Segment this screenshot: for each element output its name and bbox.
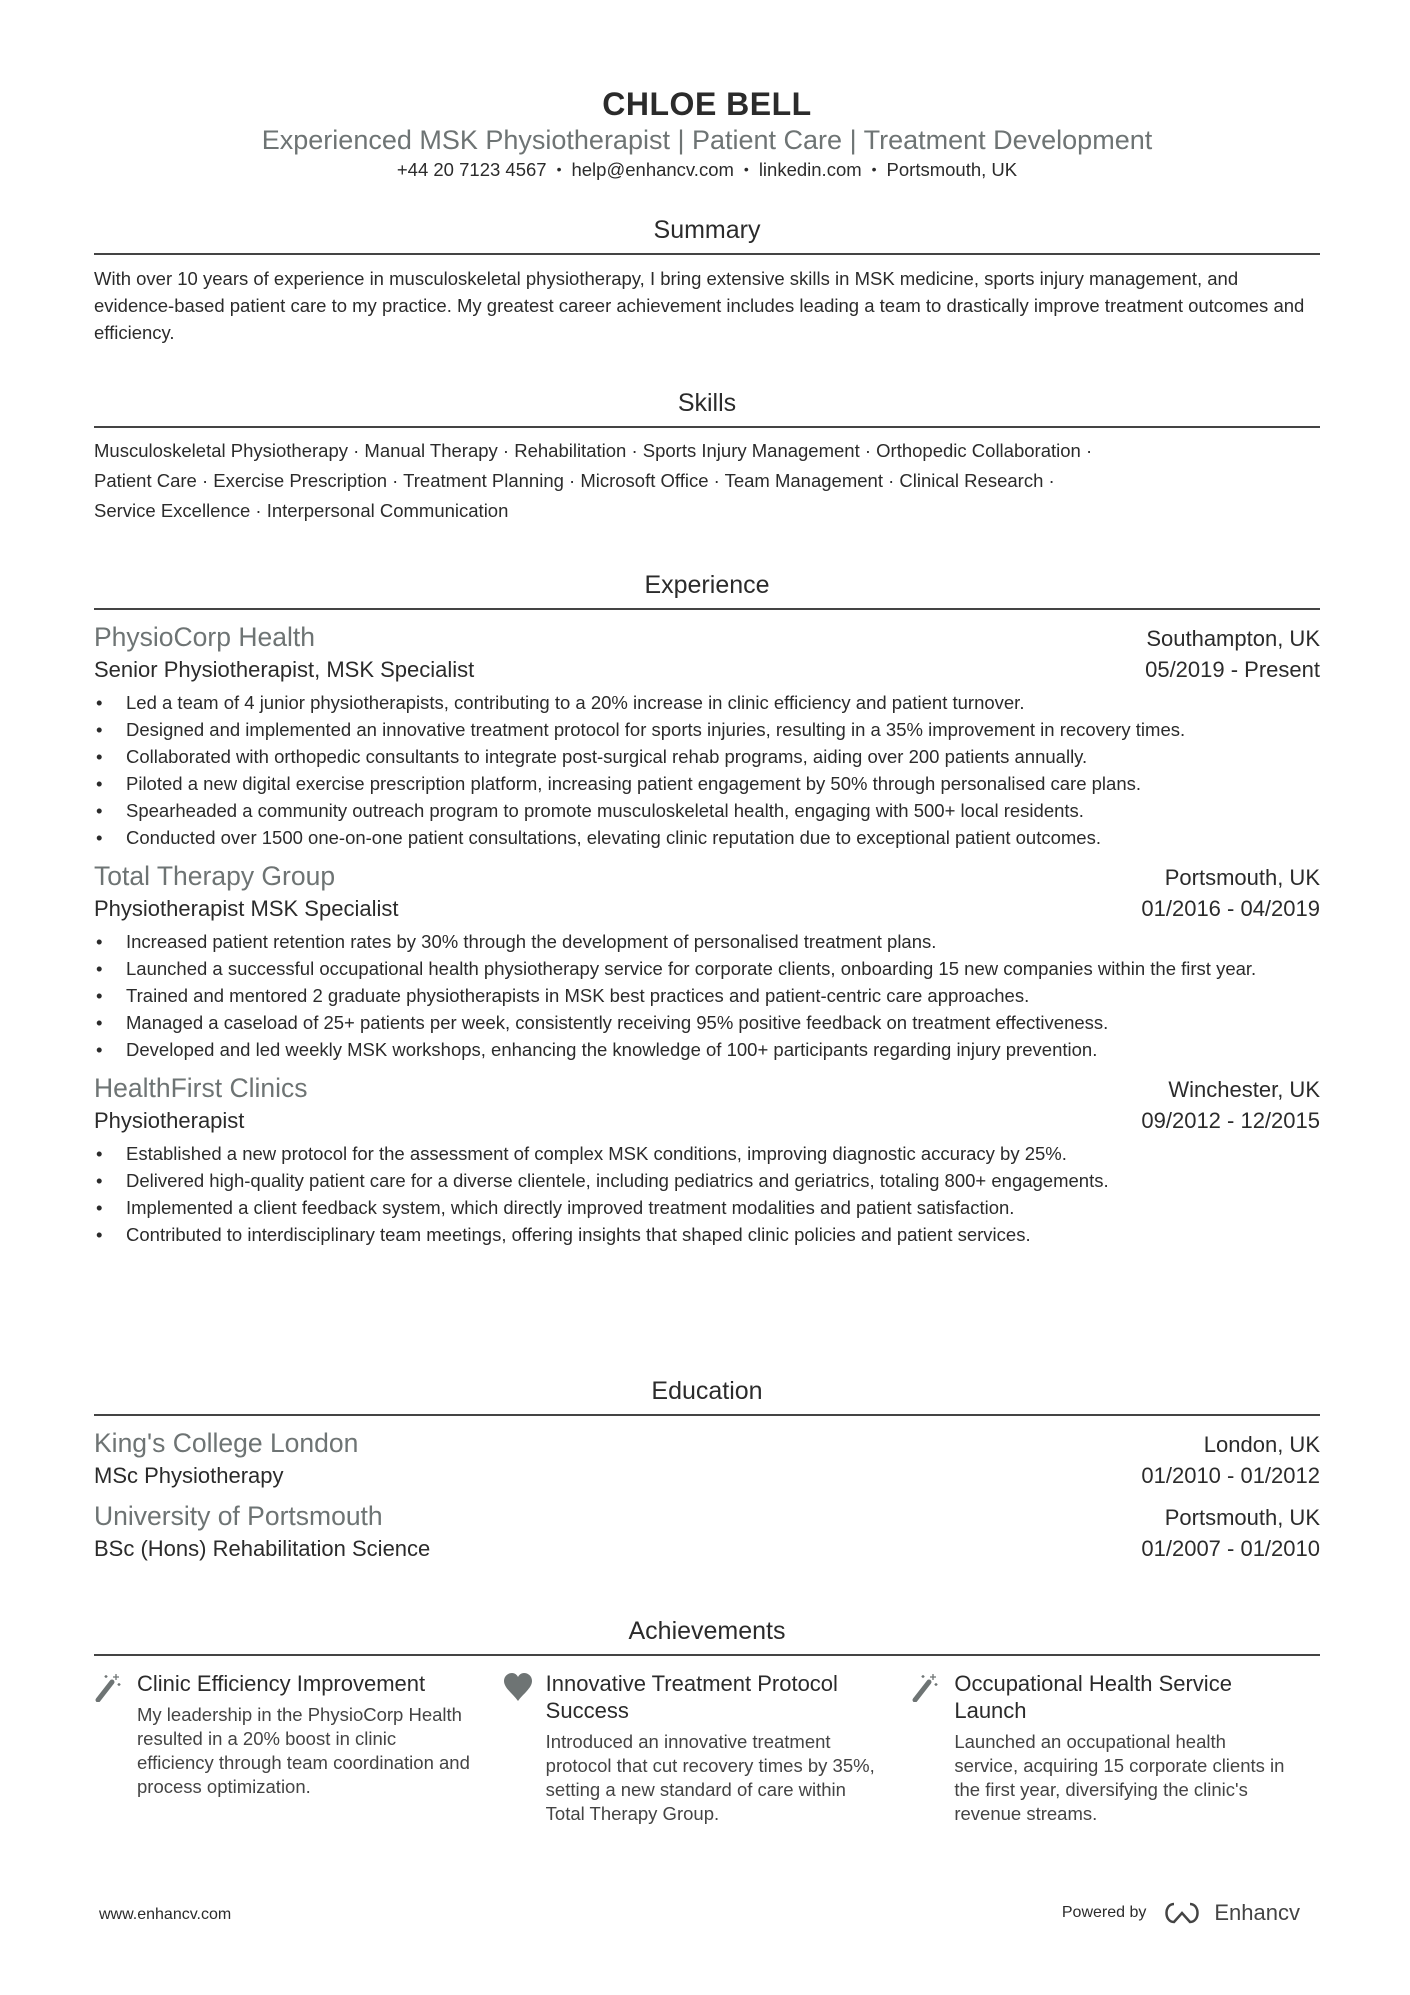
skills-line: Musculoskeletal Physiotherapy · Manual Therapy · Rehabilitation · Sports Injury Management · Orthopedic Collaboration · bbox=[94, 440, 1093, 461]
footer-branding bbox=[1062, 1900, 1300, 1926]
skills-line: Patient Care · Exercise Prescription · Treatment Planning · Microsoft Office · Team Management · Clinical Research · bbox=[94, 470, 1055, 491]
bullet-item: • Managed a caseload of 25+ patients per week, consistently receiving 95% positive feedback on treatment effectiveness. bbox=[94, 1009, 1320, 1036]
section-title: Summary bbox=[94, 216, 1320, 255]
education-entry bbox=[94, 1428, 1320, 1493]
experience-entry bbox=[94, 622, 1320, 851]
bullet-item: • Developed and led weekly MSK workshops, enhancing the knowledge of 100+ participants regarding injury prevention. bbox=[94, 1036, 1320, 1063]
job-dates: 05/2019 - Present bbox=[1145, 657, 1320, 682]
bullet-item: • Piloted a new digital exercise prescription platform, increasing patient engagement by 50% through personalised care plans. bbox=[94, 770, 1320, 797]
bullet-item: • Collaborated with orthopedic consultants to integrate post-surgical rehab programs, aiding over 200 patients annually. bbox=[94, 743, 1320, 770]
school-location: Portsmouth, UK bbox=[1164, 1505, 1320, 1530]
achievement-item bbox=[503, 1670, 912, 1826]
education-section bbox=[94, 1377, 1320, 1566]
achievement-item bbox=[94, 1670, 503, 1826]
achievement-description: Introduced an innovative treatment protocol that cut recovery times by 35%, setting a new standard of care within Total Therapy Group. bbox=[545, 1731, 875, 1824]
summary-section bbox=[94, 216, 1320, 346]
bullet-item: • Contributed to interdisciplinary team meetings, offering insights that shaped clinic policies and patient services. bbox=[94, 1221, 1320, 1248]
experience-section bbox=[94, 571, 1320, 1248]
job-location: Southampton, UK bbox=[1146, 626, 1320, 651]
achievement-description: My leadership in the PhysioCorp Health resulted in a 20% boost in clinic efficiency through team coordination and process optimization. bbox=[137, 1704, 470, 1797]
bullet-item: • Conducted over 1500 one-on-one patient consultations, elevating clinic reputation due to exceptional patient outcomes. bbox=[94, 824, 1320, 851]
achievement-title: Innovative Treatment Protocol Success bbox=[545, 1671, 838, 1723]
bullet-item: • Spearheaded a community outreach program to promote musculoskeletal health, engaging with 500+ local residents. bbox=[94, 797, 1320, 824]
job-title: Physiotherapist MSK Specialist bbox=[94, 896, 399, 921]
skills-list bbox=[94, 436, 1320, 526]
candidate-name: CHLOE BELL bbox=[602, 86, 812, 122]
degree: BSc (Hons) Rehabilitation Science bbox=[94, 1536, 431, 1561]
education-entry bbox=[94, 1501, 1320, 1566]
achievement-title: Occupational Health Service Launch bbox=[954, 1671, 1232, 1723]
summary-text: With over 10 years of experience in musculoskeletal physiotherapy, I bring extensive skills in MSK medicine, sports injury management, and evidence-based patient care to my practice. My greatest career achievement includes leading a team to drastically improve treatment outcomes and efficiency. bbox=[94, 268, 1305, 343]
headline: Experienced MSK Physiotherapist | Patient Care | Treatment Development bbox=[261, 125, 1153, 155]
achievements-section bbox=[94, 1617, 1320, 1826]
bullet-item: • Designed and implemented an innovative treatment protocol for sports injuries, resulting in a 35% improvement in recovery times. bbox=[94, 716, 1320, 743]
school-name: King's College London bbox=[94, 1428, 359, 1458]
job-location: Portsmouth, UK bbox=[1164, 865, 1320, 890]
bullet-item: • Led a team of 4 junior physiotherapists, contributing to a 20% increase in clinic efficiency and patient turnover. bbox=[94, 689, 1320, 716]
achievement-item bbox=[911, 1670, 1320, 1826]
experience-entry bbox=[94, 1073, 1320, 1248]
degree: MSc Physiotherapy bbox=[94, 1463, 284, 1488]
section-title: Skills bbox=[94, 389, 1320, 428]
bullet-item: • Launched a successful occupational health physiotherapy service for corporate clients, onboarding 15 new companies within the first year. bbox=[94, 955, 1320, 982]
job-title: Senior Physiotherapist, MSK Specialist bbox=[94, 657, 475, 682]
enhancv-brand: Enhancv bbox=[1214, 1900, 1300, 1925]
powered-by: Powered by bbox=[1061, 1904, 1147, 1921]
achievement-title: Clinic Efficiency Improvement bbox=[137, 1671, 426, 1696]
bullet-item: • Established a new protocol for the assessment of complex MSK conditions, improving diagnostic accuracy by 25%. bbox=[94, 1140, 1320, 1167]
bullet-item: • Implemented a client feedback system, which directly improved treatment modalities and patient satisfaction. bbox=[94, 1194, 1320, 1221]
experience-entry bbox=[94, 861, 1320, 1063]
education-dates: 01/2007 - 01/2010 bbox=[1141, 1536, 1320, 1561]
job-title: Physiotherapist bbox=[94, 1108, 245, 1133]
location: Portsmouth, UK bbox=[886, 159, 1018, 180]
magic-wand-icon bbox=[94, 1670, 137, 1826]
section-title: Achievements bbox=[94, 1617, 1320, 1656]
job-dates: 01/2016 - 04/2019 bbox=[1141, 896, 1320, 921]
bullet-item: • Increased patient retention rates by 30% through the development of personalised treatment plans. bbox=[94, 928, 1320, 955]
enhancv-logo-icon bbox=[1160, 1900, 1206, 1926]
skills-line: Service Excellence · Interpersonal Communication bbox=[94, 500, 509, 521]
section-title: Education bbox=[94, 1377, 1320, 1416]
footer-website[interactable]: www.enhancv.com bbox=[99, 1906, 232, 1923]
section-title: Experience bbox=[94, 571, 1320, 610]
magic-wand-icon bbox=[911, 1670, 954, 1826]
company-name: PhysioCorp Health bbox=[94, 622, 315, 652]
email-link[interactable]: help@enhancv.com bbox=[571, 159, 734, 180]
job-dates: 09/2012 - 12/2015 bbox=[1141, 1108, 1320, 1133]
phone: +44 20 7123 4567 bbox=[396, 159, 547, 180]
achievement-description: Launched an occupational health service, acquiring 15 corporate clients in the first year, diversifying the clinic's revenue streams. bbox=[954, 1731, 1285, 1824]
linkedin-link[interactable]: linkedin.com bbox=[758, 159, 862, 180]
company-name: HealthFirst Clinics bbox=[94, 1073, 308, 1103]
skills-section bbox=[94, 389, 1320, 526]
school-location: London, UK bbox=[1203, 1432, 1320, 1457]
company-name: Total Therapy Group bbox=[94, 861, 336, 891]
education-dates: 01/2010 - 01/2012 bbox=[1141, 1463, 1320, 1488]
contact-line: +44 20 7123 4567 • help@enhancv.com • linkedin.com • Portsmouth, UK bbox=[396, 159, 1018, 180]
job-location: Winchester, UK bbox=[1168, 1077, 1320, 1102]
bullet-item: • Delivered high-quality patient care for a diverse clientele, including pediatrics and geriatrics, totaling 800+ engagements. bbox=[94, 1167, 1320, 1194]
school-name: University of Portsmouth bbox=[94, 1501, 383, 1531]
bullet-item: • Trained and mentored 2 graduate physiotherapists in MSK best practices and patient-centric care approaches. bbox=[94, 982, 1320, 1009]
heart-icon bbox=[503, 1670, 546, 1826]
